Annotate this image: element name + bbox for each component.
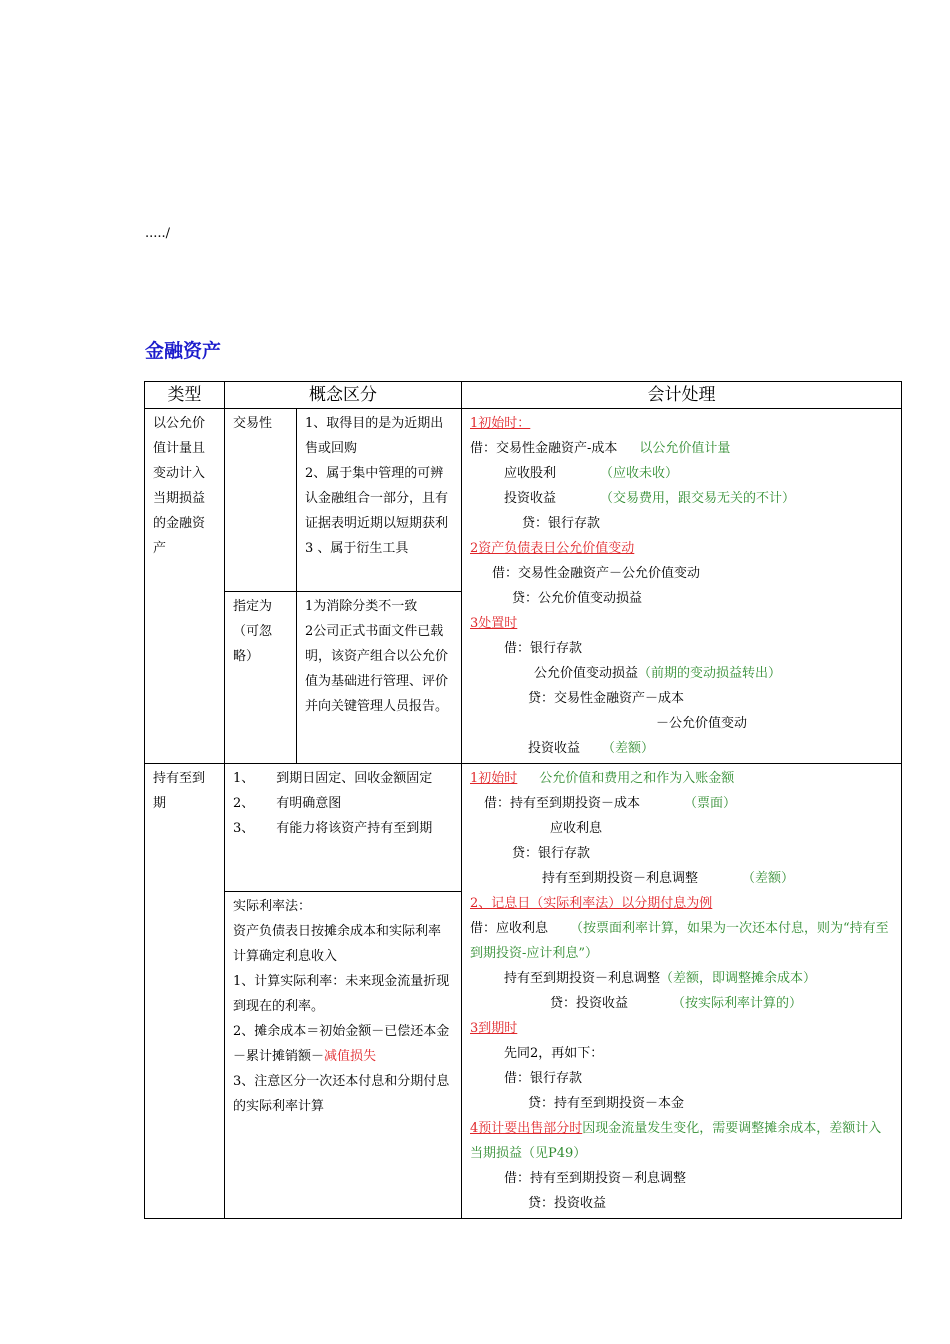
entry-line: 持有至到期投资－利息调整 xyxy=(542,871,699,886)
list-item: 有能力将该资产持有至到期 xyxy=(276,821,433,836)
path-text: ...../ xyxy=(145,226,171,241)
entry-line: 借：应收利息 xyxy=(470,921,549,936)
entry-note: （前期的变动损益转出） xyxy=(638,666,782,681)
type-cell xyxy=(145,764,225,1219)
list-item: 到期日固定、回收金额固定 xyxy=(276,771,433,786)
entry-note: （差额） xyxy=(742,871,795,886)
list-item: 3 、属于衍生工具 xyxy=(305,541,409,556)
entry-note: （差额，即调整摊余成本） xyxy=(660,971,817,986)
sub-desc-cell xyxy=(297,591,462,763)
entry-line: 贷：持有至到期投资－本金 xyxy=(528,1096,685,1111)
sub-label-cell xyxy=(225,591,297,763)
entry-line: 投资收益 xyxy=(504,491,557,506)
entry-note: 因现金流量发生变化，需要调整摊余成本，差额计入当期损益（见P49） xyxy=(470,1121,882,1161)
entry-note: （交易费用，跟交易无关的不计） xyxy=(600,491,796,506)
page-title: 金融资产 xyxy=(145,340,222,362)
list-item: 2公司正式书面文件已载明，该资产组合以公允价值为基础进行管理、评价并向关键管理人员报告。 xyxy=(305,623,449,714)
list-item: 1、取得目的是为近期出售或回购 xyxy=(305,416,444,456)
entry-line: 贷：银行存款 xyxy=(512,846,591,861)
entry-line: 贷：交易性金融资产－成本 xyxy=(528,691,685,706)
entry-line: 应收利息 xyxy=(550,821,603,836)
section-title: 2、记息日（实际利率法）以分期付息为例 xyxy=(470,896,713,911)
type-text: 以公允价值计量且变动计入当期损益的金融资产 xyxy=(153,416,206,556)
list-item: 1为消除分类不一致 xyxy=(305,598,418,614)
table-header-row xyxy=(145,382,902,409)
header-concept: 概念区分 xyxy=(225,382,462,409)
item-number: 3、 xyxy=(233,821,255,836)
entry-line: 贷：投资收益 xyxy=(550,996,629,1011)
accounting-cell xyxy=(462,409,902,764)
section-title: 1初始时 xyxy=(470,771,518,786)
method-highlight: 减值损失 xyxy=(324,1048,377,1064)
method-cell xyxy=(225,891,462,1218)
entry-line: 借：持有至到期投资－利息调整 xyxy=(504,1171,687,1186)
section-title: 1初始时： xyxy=(470,416,531,431)
section-title: 3到期时 xyxy=(470,1021,518,1036)
sub-label: 指定为（可忽略） xyxy=(233,598,273,664)
entry-line: 借：银行存款 xyxy=(504,641,583,656)
entry-note: （应收未收） xyxy=(600,466,679,481)
entry-note: （按实际利率计算的） xyxy=(672,996,803,1011)
entry-note: （票面） xyxy=(684,796,737,811)
table-row xyxy=(145,409,902,592)
sub-label: 交易性 xyxy=(233,416,273,431)
type-text: 持有至到期 xyxy=(153,771,206,811)
accounting-cell xyxy=(462,764,902,1219)
section-title: 2资产负债表日公允价值变动 xyxy=(470,541,635,556)
entry-line: 借：交易性金融资产-成本 xyxy=(470,441,618,456)
method-line: 1、计算实际利率：未来现金流量折现到现在的利率。 xyxy=(233,973,450,1014)
method-line: 实际利率法： xyxy=(233,898,312,914)
sub-desc-cell xyxy=(297,409,462,592)
method-line: 2、摊余成本＝初始金额－已偿还本金－累计摊销额－ xyxy=(233,1023,450,1064)
entry-note: （按票面利率计算，如果为一次还本付息，则为“持有至到期投资-应计利息”） xyxy=(470,921,889,961)
table-row xyxy=(145,764,902,892)
item-number: 1、 xyxy=(233,771,255,786)
entry-line: 应收股利 xyxy=(504,466,557,481)
header-type: 类型 xyxy=(145,382,225,409)
entry-line: 贷：公允价值变动损益 xyxy=(512,591,643,606)
entry-line: 借：银行存款 xyxy=(504,1071,583,1086)
entry-line: －公允价值变动 xyxy=(656,716,748,731)
list-item: 有明确意图 xyxy=(276,796,342,811)
entry-note: （差额） xyxy=(602,741,655,756)
entry-note: 公允价值和费用之和作为入账金额 xyxy=(539,771,735,786)
entry-line: 投资收益 xyxy=(528,741,581,756)
method-line: 3、注意区分一次还本付息和分期付息的实际利率计算 xyxy=(233,1073,450,1114)
section-title: 3处置时 xyxy=(470,616,518,631)
entry-line: 借：交易性金融资产－公允价值变动 xyxy=(492,566,701,581)
item-number: 2、 xyxy=(233,796,255,811)
entry-line: 先同2，再如下： xyxy=(504,1046,604,1061)
concept-cell xyxy=(225,764,462,892)
list-item: 2、属于集中管理的可辨认金融组合一部分，且有证据表明近期以短期获利 xyxy=(305,466,449,531)
type-cell xyxy=(145,409,225,764)
financial-assets-table xyxy=(144,381,902,1219)
entry-line: 持有至到期投资－利息调整 xyxy=(504,971,661,986)
entry-line: 贷：银行存款 xyxy=(522,516,601,531)
entry-line: 公允价值变动损益 xyxy=(534,666,639,681)
section-title: 4预计要出售部分时 xyxy=(470,1121,583,1136)
method-line: 资产负债表日按摊余成本和实际利率计算确定利息收入 xyxy=(233,923,442,964)
sub-label-cell xyxy=(225,409,297,592)
header-accounting: 会计处理 xyxy=(462,382,902,409)
entry-line: 贷：投资收益 xyxy=(528,1196,607,1211)
entry-note: 以公允价值计量 xyxy=(639,441,731,456)
entry-line: 借：持有至到期投资－成本 xyxy=(484,796,641,811)
